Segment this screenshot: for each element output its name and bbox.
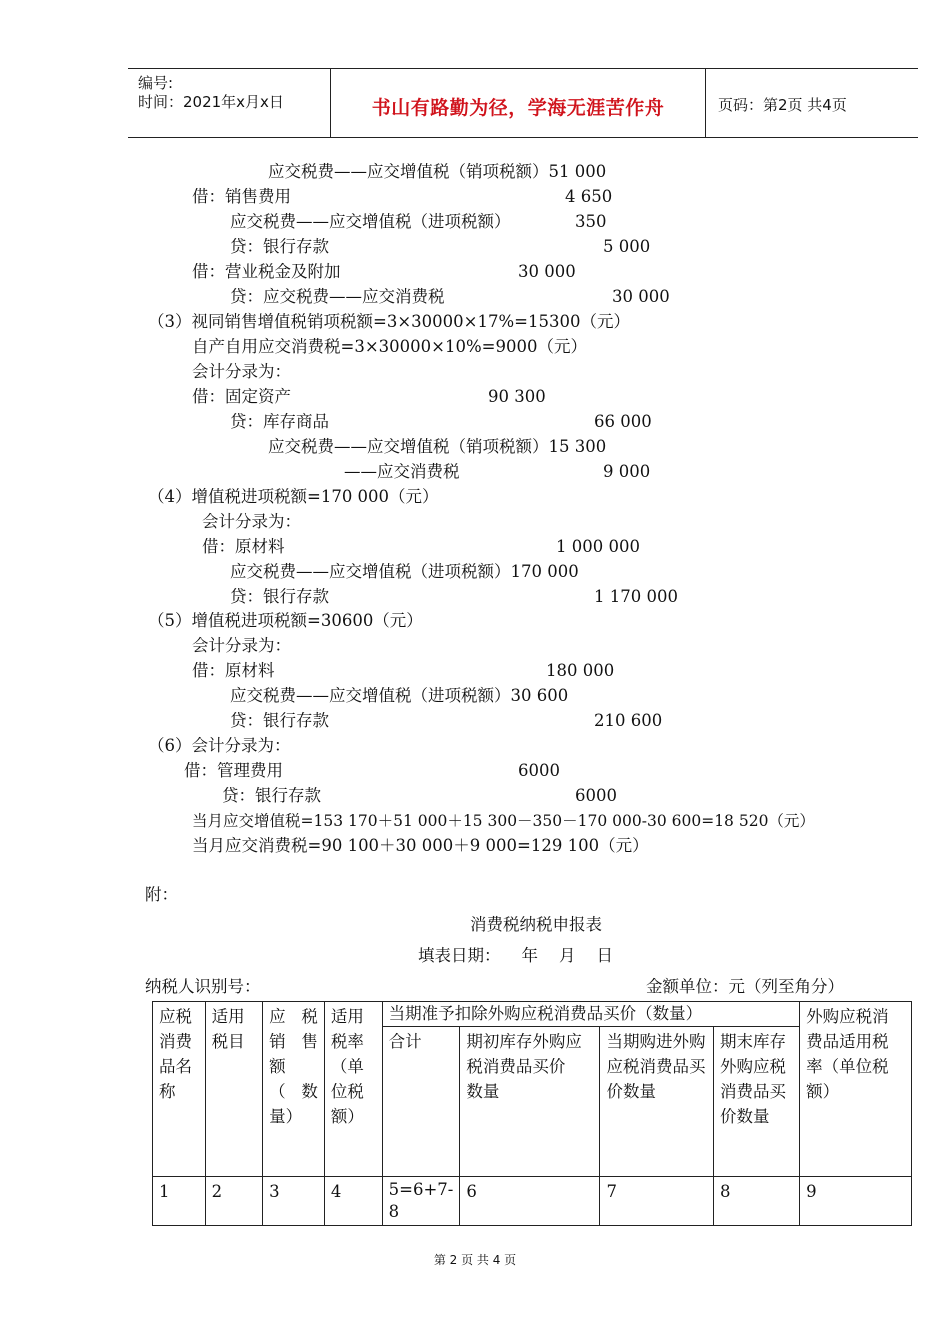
- entry-line: 借：固定资产: [192, 387, 291, 406]
- entry-line: （4）增值税进项税额=170 000（元）: [148, 487, 439, 506]
- form-date-line: 填表日期： 年 月 日: [418, 946, 613, 965]
- entry-line: 贷：应交税费——应交消费税: [230, 287, 445, 306]
- entry-line: 应交税费——应交增值税（进项税额）30 600: [230, 686, 569, 705]
- taxpayer-id-label: 纳税人识别号：: [145, 977, 261, 996]
- entry-amount: 210 600: [594, 711, 663, 730]
- appendix-label: 附：: [145, 885, 178, 904]
- document-number-label: 编号:: [138, 74, 174, 92]
- entry-amount: 30 000: [518, 262, 576, 281]
- entry-amount: 6000: [518, 761, 560, 780]
- page-code: 页码：第2页 共4页: [718, 96, 847, 114]
- entry-line: 贷：库存商品: [230, 412, 329, 431]
- header-motto: 书山有路勤为径，学海无涯苦作舟: [371, 97, 665, 119]
- entry-amount: 5 000: [603, 237, 651, 256]
- header-tax-item: 适用税目: [205, 1002, 263, 1177]
- header-meta: [128, 69, 331, 137]
- entry-amount: 4 650: [565, 187, 613, 206]
- header-tax-rate: 适用税率（单位税额）: [324, 1002, 382, 1177]
- header-closing-stock: 期末库存外购应税消费品买价数量: [714, 1027, 800, 1177]
- header-total: 合计: [382, 1027, 460, 1177]
- table-header-row: [153, 1002, 912, 1027]
- entry-line: 借：销售费用: [192, 187, 291, 206]
- header-current-purchase: 当期购进外购应税消费品买价数量: [600, 1027, 714, 1177]
- entry-line: （5）增值税进项税额=30600（元）: [148, 611, 423, 630]
- entry-line: 贷：银行存款: [230, 587, 329, 606]
- entry-line: （3）视同销售增值税销项税额=3×30000×17%=15300（元）: [148, 312, 630, 331]
- page-header: [128, 68, 918, 138]
- table-cell: 9: [800, 1177, 912, 1226]
- entry-line: 应交税费——应交增值税（进项税额）170 000: [230, 562, 579, 581]
- entry-line: 贷：银行存款: [222, 786, 321, 805]
- table-cell: 1: [153, 1177, 206, 1226]
- header-deductible-group: 当期准予扣除外购应税消费品买价（数量）: [382, 1002, 799, 1027]
- form-title: 消费税纳税申报表: [470, 915, 602, 934]
- entry-amount: 6000: [575, 786, 617, 805]
- table-row: [153, 1177, 912, 1226]
- table-cell: 4: [324, 1177, 382, 1226]
- document-time-label: 时间：2021年x月x日: [138, 93, 284, 111]
- entry-line: 会计分录为：: [192, 636, 291, 655]
- entry-line: 会计分录为：: [202, 512, 301, 531]
- entry-line: 会计分录为：: [192, 362, 291, 381]
- entry-amount: 90 300: [488, 387, 546, 406]
- entry-line: 当月应交消费税=90 100＋30 000＋9 000=129 100（元）: [192, 836, 649, 855]
- entry-amount: 66 000: [594, 412, 652, 431]
- entry-line: ——应交消费税: [344, 462, 460, 481]
- entry-line: 当月应交增值税=153 170＋51 000＋15 300－350－170 000-30 600=18 520（元）: [192, 812, 815, 830]
- entry-line: （6）会计分录为：: [148, 736, 291, 755]
- entry-line: 应交税费——应交增值税（进项税额）: [230, 212, 511, 231]
- entry-line: 贷：银行存款: [230, 711, 329, 730]
- entry-line: 借：原材料: [202, 537, 285, 556]
- table-cell: 5=6+7-8: [382, 1177, 460, 1226]
- entry-amount: 180 000: [546, 661, 615, 680]
- header-product-name: 应税消费品名称: [153, 1002, 206, 1177]
- table-cell: 6: [460, 1177, 600, 1226]
- page-footer: 第 2 页 共 4 页: [433, 1253, 517, 1267]
- entry-line: 自产自用应交消费税=3×30000×10%=9000（元）: [192, 337, 587, 356]
- header-motto-cell: [331, 69, 706, 137]
- entry-amount: 9 000: [603, 462, 651, 481]
- table-cell: 8: [714, 1177, 800, 1226]
- header-purchased-rate: 外购应税消费品适用税率（单位税额）: [800, 1002, 912, 1177]
- table-cell: 7: [600, 1177, 714, 1226]
- entry-line: 贷：银行存款: [230, 237, 329, 256]
- entry-line: 借：原材料: [192, 661, 275, 680]
- entry-line: 借：管理费用: [184, 761, 283, 780]
- tax-return-table: [152, 1001, 912, 1226]
- entry-line: 借：营业税金及附加: [192, 262, 341, 281]
- entry-amount: 350: [575, 212, 607, 231]
- entry-line: 应交税费——应交增值税（销项税额）15 300: [268, 437, 607, 456]
- entry-amount: 30 000: [612, 287, 670, 306]
- amount-unit-label: 金额单位：元（列至角分）: [646, 977, 844, 996]
- header-opening-stock: 期初库存外购应税消费品买价 数量: [460, 1027, 600, 1177]
- entry-amount: 1 000 000: [556, 537, 640, 556]
- table-cell: 3: [263, 1177, 325, 1226]
- entry-line: 应交税费——应交增值税（销项税额）51 000: [268, 162, 607, 181]
- entry-amount: 1 170 000: [594, 587, 678, 606]
- header-taxable-sales: 应税销售额（数量）: [263, 1002, 325, 1177]
- table-cell: 2: [205, 1177, 263, 1226]
